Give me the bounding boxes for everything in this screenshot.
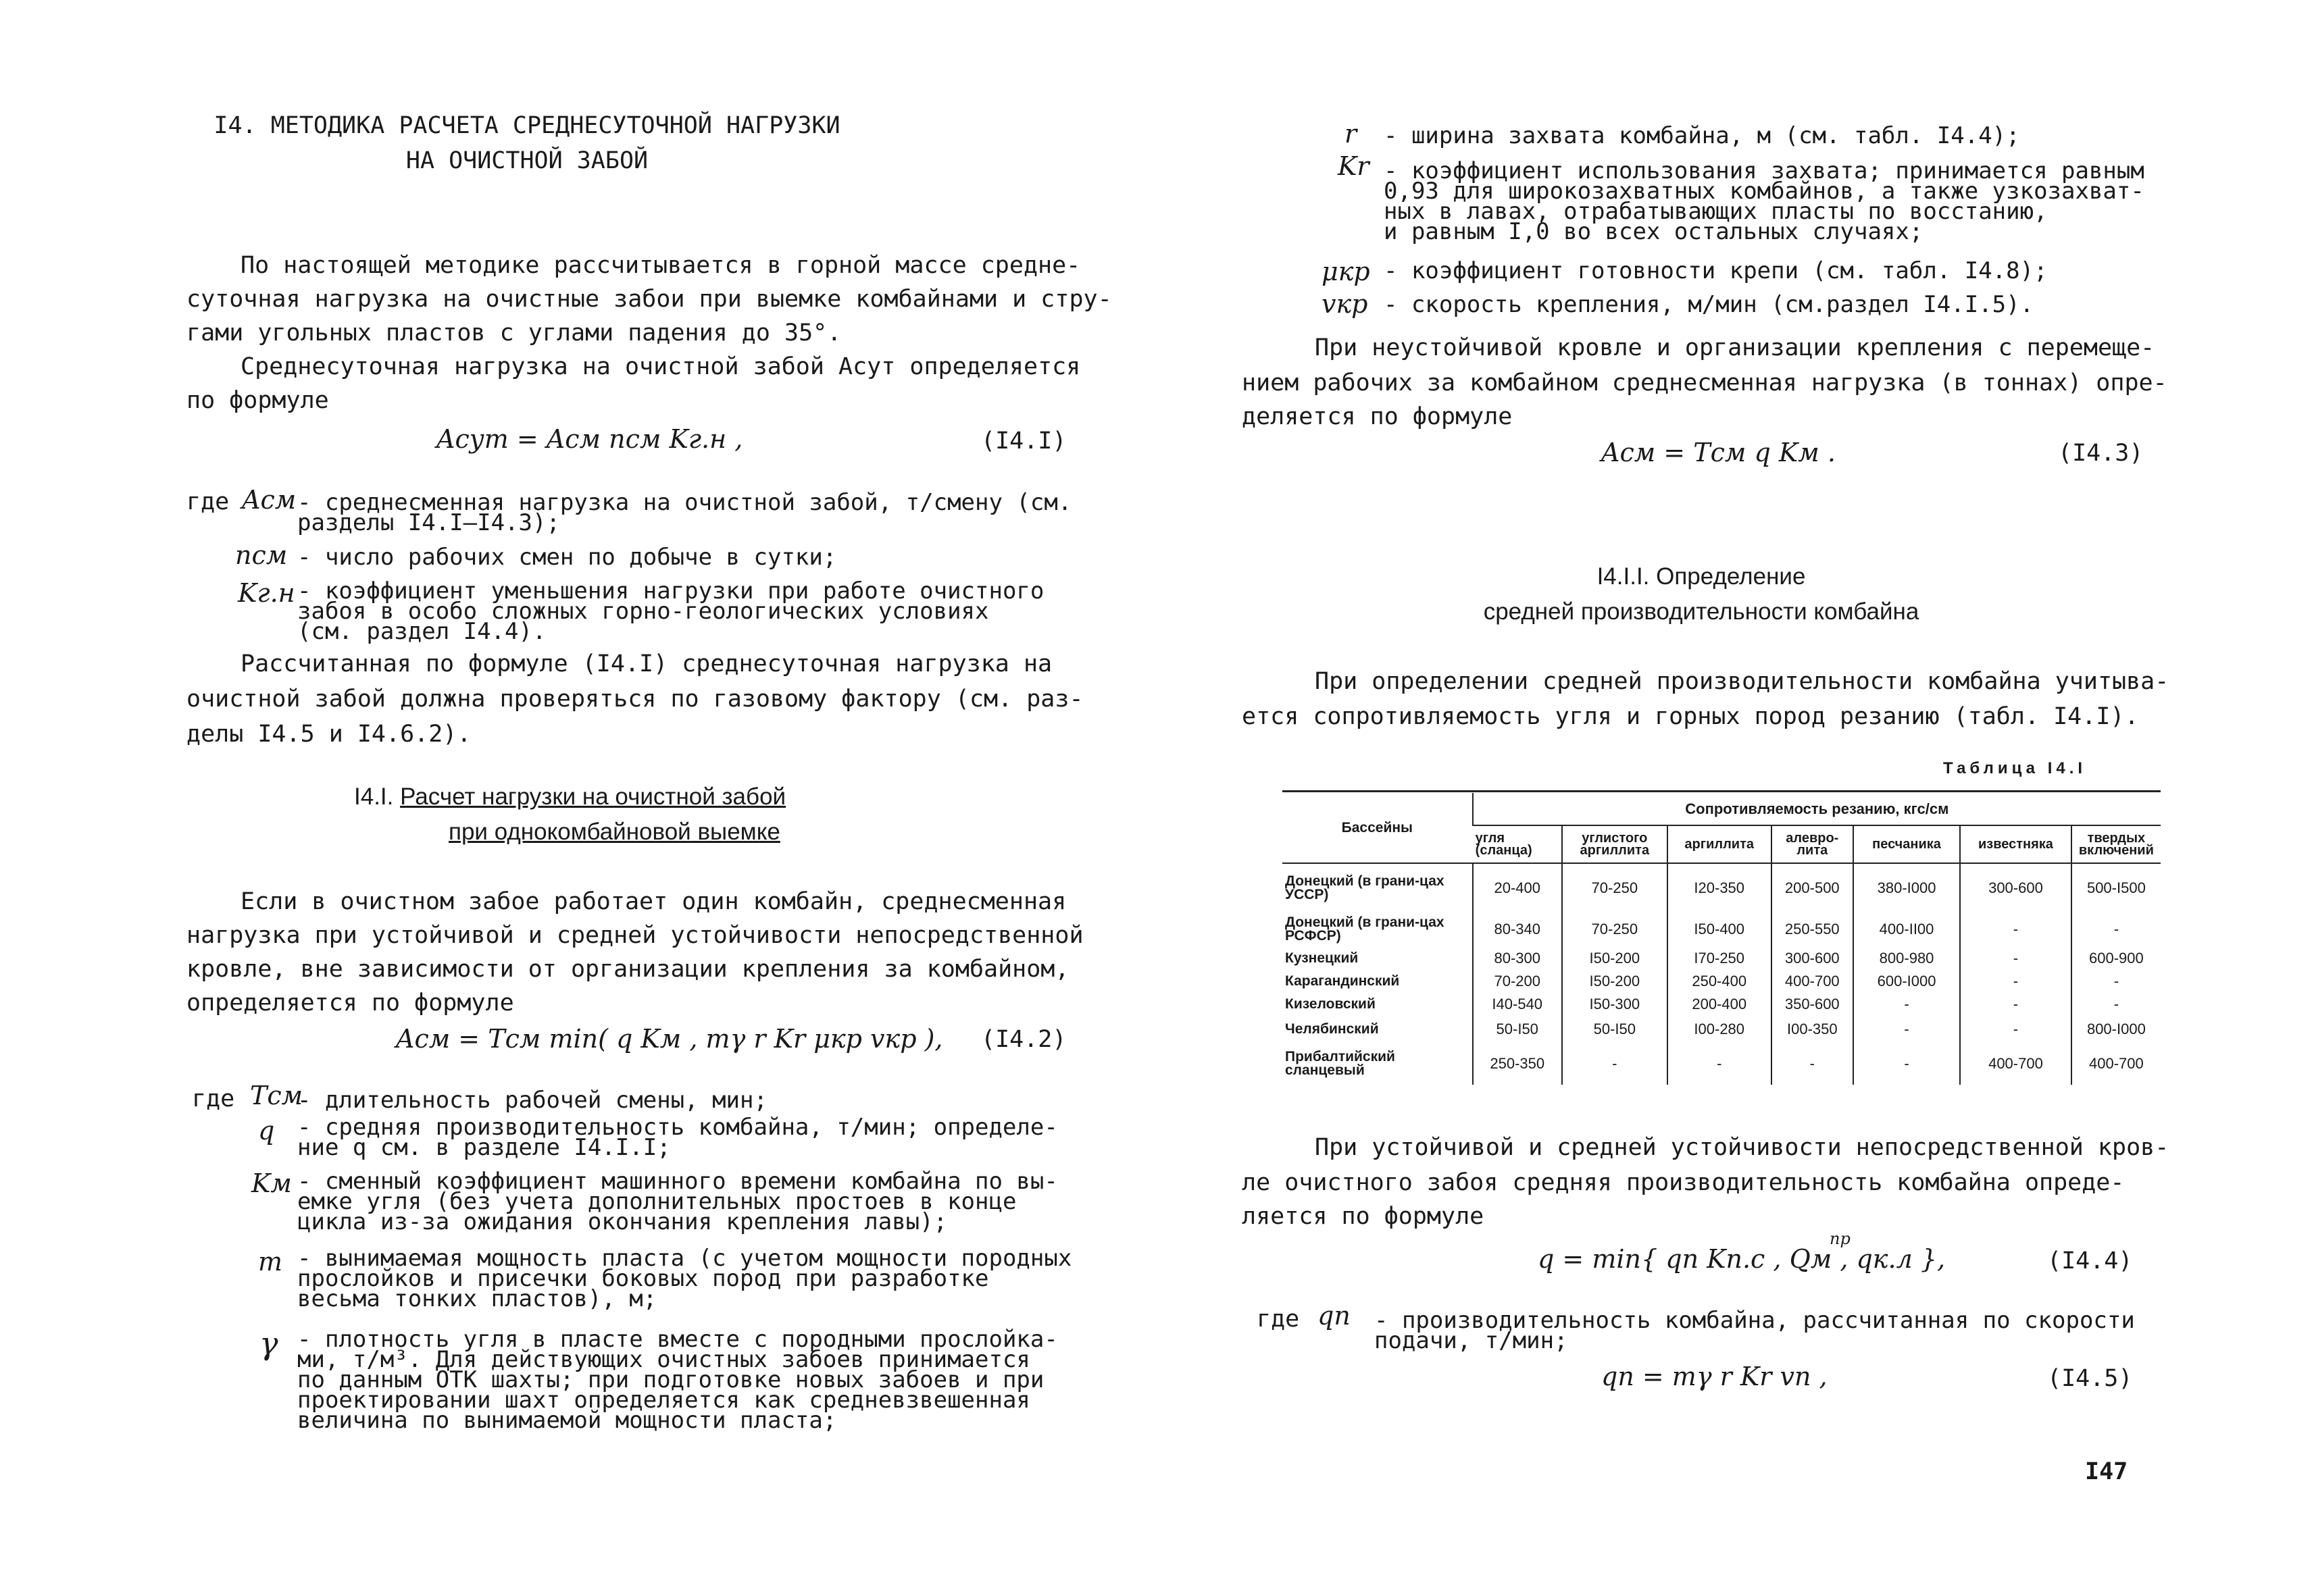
def-line: прослойков и присечки боковых пород при разработке (297, 1265, 989, 1292)
subsection-text-1: При определении средней производительности комбайна учитыва- (1315, 668, 2169, 695)
table-row (1282, 993, 2161, 1016)
formula1-intro-1: Среднесуточная нагрузка на очистной забой Aсут определяется (241, 353, 1081, 380)
subsection-14-1-title (354, 783, 786, 810)
def-symbol-mukr: μкр (1322, 257, 1370, 286)
table-row (1282, 912, 2161, 947)
table-cell: 300-600 (1960, 863, 2071, 912)
def-line: - коэффициент использования захвата; принимается равным (1384, 157, 2144, 184)
table-row (1282, 1016, 2161, 1043)
formula-14-1-number: (I4.I) (981, 428, 1067, 455)
table-cell: - (1667, 1043, 1771, 1085)
table-header-aleurolite: алевро-лита (1771, 825, 1853, 863)
def-symbol-qn: qn (1317, 1301, 1351, 1331)
table-cell: I50-200 (1562, 947, 1667, 970)
table-cell: 70-200 (1473, 970, 1562, 993)
table-header-argillite: аргиллита (1667, 825, 1771, 863)
table-cell-basin: Донецкий (в грани-цах УССР) (1285, 873, 1444, 902)
def-line: и равным I,0 во всех остальных случаях; (1384, 218, 1923, 245)
table-caption: Таблица I4.I (1943, 759, 2087, 777)
table-header-carb-argillite: углистого аргиллита (1562, 825, 1667, 863)
def-line: величина по вынимаемой мощности пласта; (297, 1407, 837, 1434)
formula-14-2-number: (I4.2) (981, 1026, 1067, 1053)
def-line: - ширина захвата комбайна, м (см. табл. I4.4); (1384, 122, 2020, 149)
formula-14-4-body: q = min{ qn Kп.с , Qм , qк.л }, (1538, 1244, 1946, 1274)
subsection-14-1-1-line1: I4.I.I. Определение (1596, 563, 1806, 590)
table-cell: 350-600 (1771, 993, 1853, 1016)
check-line-1: Рассчитанная по формуле (I4.I) среднесуточная нагрузка на (241, 650, 1053, 677)
formula-14-5: qn = mγ r Kr vn , (1601, 1362, 1828, 1391)
def-line: - производительность комбайна, рассчитанная по скорости (1374, 1307, 2135, 1334)
table-cell-basin: Кизеловский (1285, 996, 1376, 1012)
table-header-inclusions: твердых включений (2071, 825, 2161, 863)
def-line: забоя в особо сложных горно-геологических условиях (297, 598, 989, 625)
table-cell: 250-400 (1667, 970, 1771, 993)
formula-14-2: Aсм = Tсм min( q Kм , mγ r Kr μкр vкр ), (396, 1024, 943, 1054)
def-symbol-vkr: vкр (1322, 289, 1368, 319)
stable-line-3: ляется по формуле (1242, 1203, 1484, 1230)
table-row (1282, 947, 2161, 970)
def-line: ми, т/м³. Для действующих очистных забоев принимается (297, 1346, 1030, 1373)
section-title-line2: НА ОЧИСТНОЙ ЗАБОЙ (405, 147, 649, 174)
def-symbol-r: r (1344, 119, 1357, 149)
def-line: (см. раздел I4.4). (297, 618, 547, 645)
def-line: ных в лавах, отрабатывающих пласты по восстанию, (1384, 198, 2048, 225)
table-top-rule (1282, 790, 2161, 792)
def-line: емке угля (без учета дополнительных простоев в конце (297, 1188, 1017, 1215)
table-cell: I50-400 (1667, 912, 1771, 947)
table-header-sandstone: песчаника (1853, 825, 1960, 863)
def-symbol-q: q (258, 1116, 275, 1145)
table-cell: - (1960, 947, 2071, 970)
table-cell-basin: Челябинский (1285, 1021, 1379, 1037)
table-cell: 250-550 (1771, 912, 1853, 947)
table-cell: 800-980 (1853, 947, 1960, 970)
def-line: 0,93 для широкозахватных комбайнов, а также узкозахват- (1384, 178, 2144, 205)
unstable-line-2: нием рабочих за комбайном среднесменная нагрузка (в тоннах) опре- (1242, 369, 2167, 396)
def-line: - вынимаемая мощность пласта (с учетом мощности породных (297, 1245, 1072, 1272)
table-cell: 800-I000 (2071, 1016, 2161, 1043)
single-line-2: нагрузка при устойчивой и средней устойчивости непосредственной (186, 922, 1084, 949)
def-prefix-where: где (186, 488, 230, 515)
def-symbol-gamma: γ (259, 1325, 278, 1362)
table-cell: - (1960, 993, 2071, 1016)
table-cell: - (1853, 1043, 1960, 1085)
def-symbol-Km: Kм (251, 1168, 292, 1198)
table-cell: I00-350 (1771, 1016, 1853, 1043)
table-cell: 70-250 (1562, 863, 1667, 912)
def-symbol-Kgn: Kг.н (238, 578, 295, 608)
table-cell: 600-I000 (1853, 970, 1960, 993)
table-cell-basin: Карагандинский (1285, 973, 1400, 989)
def-prefix-where: где (1257, 1306, 1300, 1333)
def-line: - сменный коэффициент машинного времени комбайна по вы- (297, 1168, 1058, 1195)
subsection-14-1-title-line2: при однокомбайновой выемке (449, 819, 780, 845)
single-line-4: определяется по формуле (186, 989, 514, 1016)
formula-14-1: Aсут = Aсм nсм Kг.н , (436, 424, 743, 454)
formula-14-3-number: (I4.3) (2058, 440, 2144, 467)
def-line: весьма тонких пластов), м; (297, 1285, 657, 1312)
def-line: цикла из-за ожидания окончания крепления лавы); (297, 1208, 948, 1235)
def-line: - число рабочих смен по добыче в сутки; (297, 544, 837, 571)
table-cell: 250-350 (1473, 1043, 1562, 1085)
def-prefix-where: где (192, 1085, 235, 1112)
table-cell: 80-300 (1473, 947, 1562, 970)
def-line: - скорость крепления, м/мин (см.раздел I4.I.5). (1384, 291, 2034, 318)
table-cell: 400-700 (1960, 1043, 2071, 1085)
table-cell: - (2071, 993, 2161, 1016)
unstable-line-1: При неустойчивой кровле и организации крепления с перемеще- (1315, 334, 2155, 361)
table-cell: - (1960, 912, 2071, 947)
table-cell: - (2071, 912, 2161, 947)
stable-line-1: При устойчивой и средней устойчивости непосредственной кров- (1315, 1134, 2169, 1161)
table-header-coal: угля (сланца) (1473, 825, 1562, 863)
table-cell: - (1853, 1016, 1960, 1043)
table-cell: 80-340 (1473, 912, 1562, 947)
table-header-limestone: известняка (1960, 825, 2071, 863)
table-cell: - (1960, 970, 2071, 993)
table-cell: 300-600 (1771, 947, 1853, 970)
def-line: подачи, т/мин; (1374, 1327, 1568, 1354)
table-cell: 50-I50 (1562, 1016, 1667, 1043)
table-cell: I20-350 (1667, 863, 1771, 912)
table-cell-basin: Кузнецкий (1285, 950, 1359, 966)
table-col-basins: Бассейны (1282, 793, 1473, 863)
intro-line-3: гами угольных пластов с углами падения до 35°. (186, 319, 842, 346)
table-cell: I40-540 (1473, 993, 1562, 1016)
table-cell: 200-500 (1771, 863, 1853, 912)
table-row (1282, 1043, 2161, 1085)
table-row (1282, 970, 2161, 993)
table-cell: I50-300 (1562, 993, 1667, 1016)
table-cell: - (1960, 1016, 2071, 1043)
formula1-intro-2: по формуле (186, 387, 329, 414)
stable-line-2: ле очистного забоя средняя производительность комбайна опреде- (1242, 1169, 2125, 1196)
table-cell: 50-I50 (1473, 1016, 1562, 1043)
def-line: - коэффициент уменьшения нагрузки при работе очистного (297, 577, 1045, 604)
table-cell: 600-900 (2071, 947, 2161, 970)
def-line: - длительность рабочей смены, мин; (297, 1087, 768, 1114)
table-cell: 500-I500 (2071, 863, 2161, 912)
subsection-title: Расчет нагрузки на очистной забой (400, 783, 786, 810)
single-line-3: кровле, вне зависимости от организации крепления за комбайном, (186, 956, 1070, 983)
subsection-text-2: ется сопротивляемость угля и горных пород резанию (табл. I4.I). (1242, 703, 2139, 730)
def-line: - средняя производительность комбайна, т/мин; определе- (297, 1114, 1058, 1141)
subsection-14-1-1-line2: средней производительности комбайна (1483, 598, 1919, 625)
table-cell: 70-250 (1562, 912, 1667, 947)
def-symbol-Tcm: Tсм (250, 1081, 303, 1110)
def-line: - коэффициент готовности крепи (см. табл. I4.8); (1384, 257, 2048, 284)
resistance-table (1282, 793, 2161, 1085)
table-group-header: Сопротивляемость резанию, кгс/см (1473, 793, 2161, 825)
def-symbol-ncm: nсм (235, 540, 288, 570)
table-row (1282, 863, 2161, 912)
def-line: проектировании шахт определяется как средневзвешенная (297, 1387, 1030, 1414)
intro-line-2: суточная нагрузка на очистные забои при выемке комбайнами и стру- (186, 286, 1112, 313)
section-title-line1: I4. МЕТОДИКА РАСЧЕТА СРЕДНЕСУТОЧНОЙ НАГРУЗКИ (213, 112, 840, 139)
table-cell: 20-400 (1473, 863, 1562, 912)
formula-14-5-number: (I4.5) (2047, 1365, 2133, 1392)
def-line: - плотность угля в пласте вместе с породными прослойка- (297, 1326, 1058, 1353)
table-cell-basin: Прибалтийский сланцевый (1285, 1049, 1395, 1078)
table-cell: I50-200 (1562, 970, 1667, 993)
table-cell: 400-700 (1771, 970, 1853, 993)
table-cell: 400-II00 (1853, 912, 1960, 947)
table-cell: 400-700 (2071, 1043, 2161, 1085)
def-symbol-Kr: Kr (1338, 151, 1369, 181)
single-line-1: Если в очистном забое работает один комбайн, среднесменная (241, 888, 1067, 915)
check-line-2: очистной забой должна проверяться по газовому фактору (см. раз- (186, 686, 1084, 713)
formula-14-4-number: (I4.4) (2047, 1247, 2133, 1275)
page-number: I47 (2085, 1458, 2128, 1485)
table-cell: 380-I000 (1853, 863, 1960, 912)
def-symbol-Acm: Aсм (242, 485, 297, 515)
def-line: по данным ОТК шахты; при подготовке новых забоев и при (297, 1366, 1045, 1393)
unstable-line-3: деляется по формуле (1242, 403, 1513, 430)
table-cell: I00-280 (1667, 1016, 1771, 1043)
def-line: разделы I4.I–I4.3); (297, 509, 560, 536)
table-cell: - (1853, 993, 1960, 1016)
formula-14-3: Aсм = Tсм q Kм . (1601, 438, 1836, 467)
subsection-number: I4.I. (354, 783, 401, 810)
def-line: ние q см. в разделе I4.I.I; (297, 1134, 671, 1161)
intro-line-1: По настоящей методике рассчитывается в горной массе средне- (241, 252, 1081, 279)
formula-14-4 (1538, 1229, 1946, 1274)
def-line: - среднесменная нагрузка на очистной забой, т/смену (см. (297, 489, 1072, 516)
formula-14-4-superscript: пр (1830, 1229, 1851, 1248)
check-line-3: делы I4.5 и I4.6.2). (186, 721, 472, 748)
table-cell-basin: Донецкий (в грани-цах РСФСР) (1285, 915, 1444, 944)
table-cell: - (1562, 1043, 1667, 1085)
def-symbol-m: m (258, 1247, 283, 1277)
table-cell: - (2071, 970, 2161, 993)
table-cell: I70-250 (1667, 947, 1771, 970)
table-cell: 200-400 (1667, 993, 1771, 1016)
table-cell: - (1771, 1043, 1853, 1085)
